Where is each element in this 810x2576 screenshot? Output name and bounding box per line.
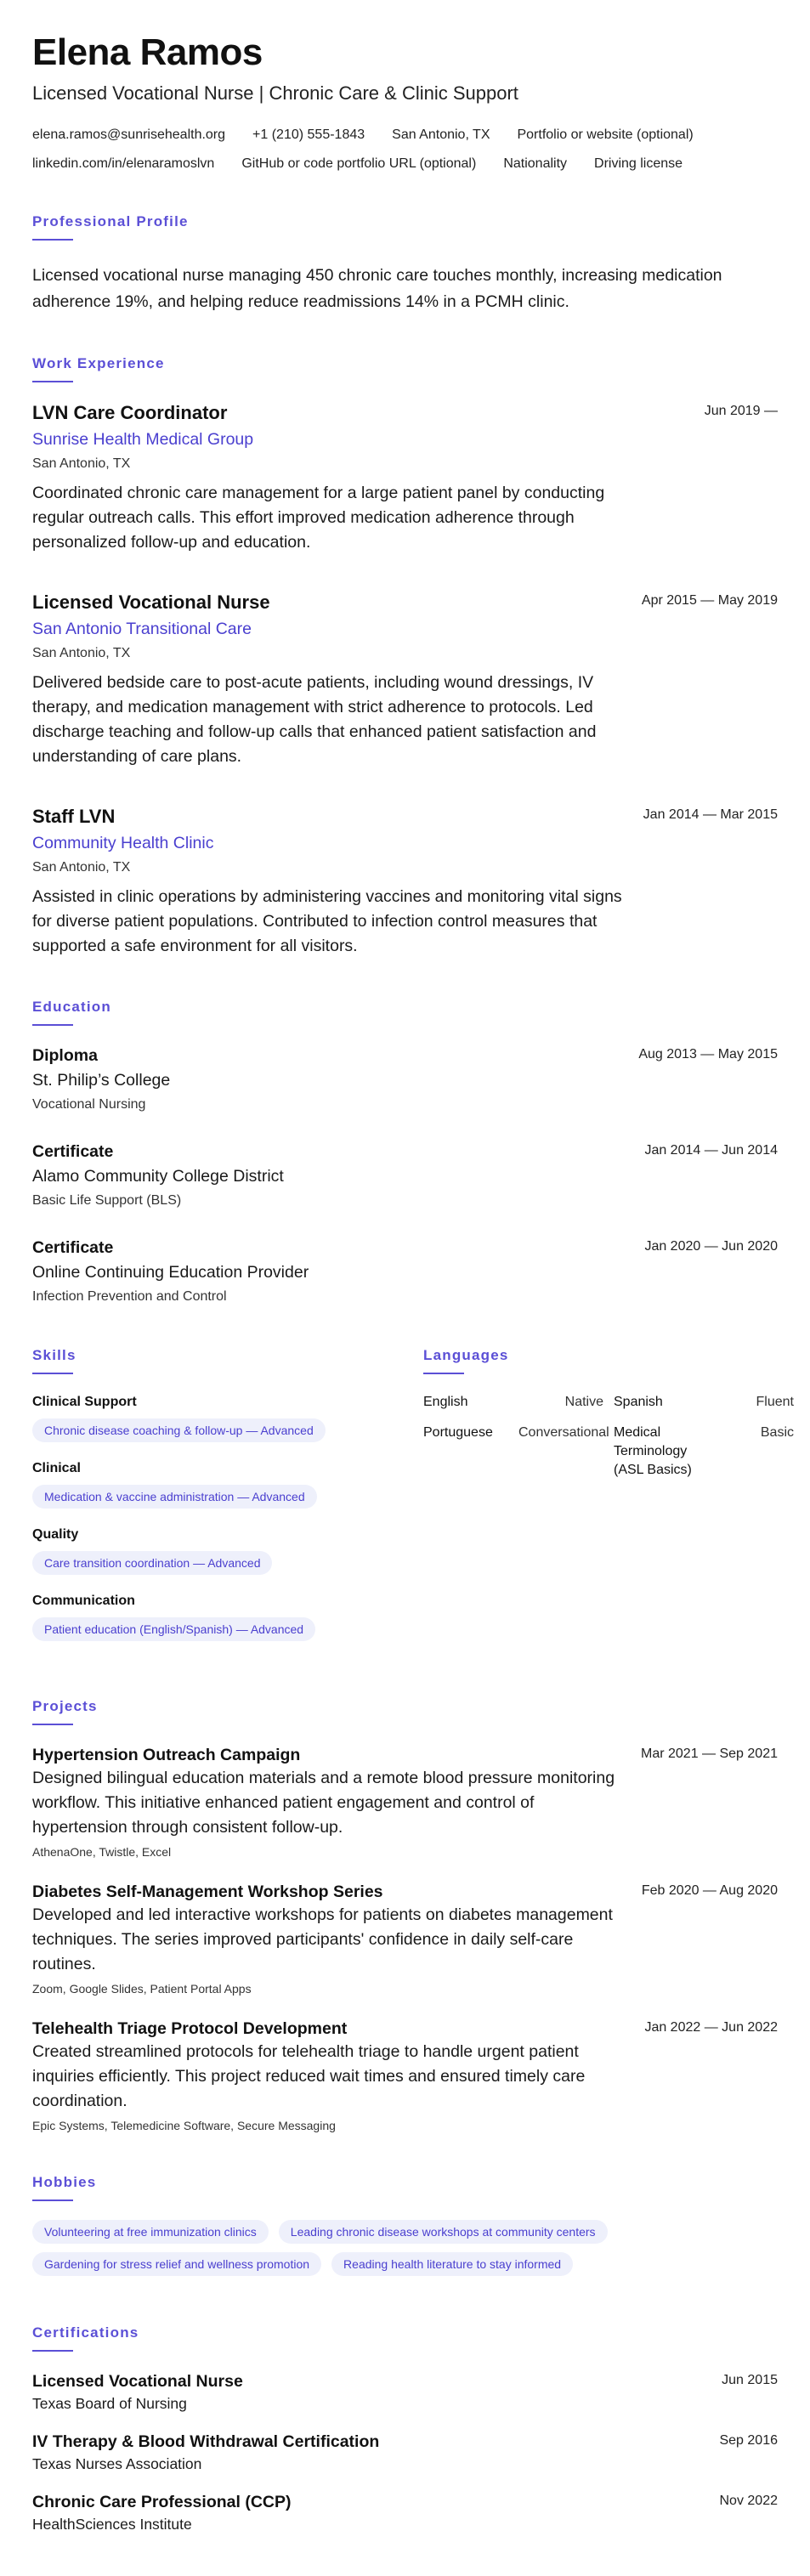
project-description: Created streamlined protocols for telehealth triage to handle urgent patient inquiries efficiently. This project reduced wait times and ensured timely care coordination.	[32, 2042, 586, 2110]
project-dates: Mar 2021 — Sep 2021	[641, 1747, 778, 1761]
certification-name: Chronic Care Professional (CCP)	[32, 2493, 292, 2511]
work-section	[32, 354, 778, 959]
hobby-pill: Volunteering at free immunization clinics	[32, 2220, 269, 2244]
education-section	[32, 998, 778, 1307]
project-tools: Zoom, Google Slides, Patient Portal Apps	[32, 1982, 252, 1996]
education-school: Alamo Community College District	[32, 1167, 284, 1186]
education-entry	[32, 1141, 778, 1211]
education-degree: Diploma	[32, 1046, 98, 1065]
resume-header	[32, 31, 778, 173]
contact-linkedin[interactable]: linkedin.com/in/elenaramoslvn	[32, 156, 215, 171]
job-title: LVN Care Coordinator	[32, 402, 228, 423]
skill-pill: Care transition coordination — Advanced	[32, 1551, 272, 1575]
contact-website[interactable]: Portfolio or website (optional)	[517, 127, 694, 142]
language-level: Conversational	[518, 1425, 609, 1440]
certification-entry	[32, 2431, 778, 2474]
section-title-certifications: Certifications	[32, 2324, 139, 2341]
job-location: San Antonio, TX	[32, 860, 131, 875]
skills-section	[32, 1346, 423, 1658]
project-dates: Feb 2020 — Aug 2020	[641, 1883, 778, 1898]
education-school: Online Continuing Education Provider	[32, 1263, 309, 1282]
hobby-pill: Reading health literature to stay informed	[331, 2252, 573, 2276]
project-entry	[32, 1881, 778, 1997]
language-name: Spanish	[614, 1395, 663, 1409]
certification-entry	[32, 2491, 778, 2534]
candidate-headline: Licensed Vocational Nurse | Chronic Care & Clinic Support	[32, 82, 518, 104]
project-description: Designed bilingual education materials and a remote blood pressure monitoring workflow. This initiative enhanced patient engagement and control of hypertension through consistent follow-up.	[32, 1769, 615, 1837]
hobby-pill: Leading chronic disease workshops at community centers	[279, 2220, 608, 2244]
contact-github[interactable]: GitHub or code portfolio URL (optional)	[241, 156, 477, 171]
job-company: San Antonio Transitional Care	[32, 620, 252, 638]
skill-pill: Patient education (English/Spanish) — Advanced	[32, 1617, 315, 1641]
section-title-profile: Professional Profile	[32, 213, 189, 229]
skills-languages-row	[32, 1346, 794, 1658]
education-field: Infection Prevention and Control	[32, 1289, 227, 1304]
contact-email[interactable]: elena.ramos@sunrisehealth.org	[32, 127, 226, 142]
hobbies-list	[32, 2220, 778, 2284]
job-company: Sunrise Health Medical Group	[32, 430, 254, 449]
contact-row-1	[32, 126, 778, 144]
job-description: Assisted in clinic operations by administering vaccines and monitoring vital signs for diverse patient populations. Contributed to infection control measures that supported a safe environment for all visitors.	[32, 887, 622, 955]
language-name: English	[423, 1395, 468, 1409]
project-tools: Epic Systems, Telemedicine Software, Secure Messaging	[32, 2119, 336, 2132]
contact-nationality: Nationality	[503, 156, 568, 171]
skill-group	[32, 1393, 423, 1442]
section-divider	[32, 2200, 73, 2201]
education-degree: Certificate	[32, 1142, 114, 1161]
job-description: Coordinated chronic care management for a large patient panel by conducting regular outreach calls. This effort improved medication adherence through personalized follow-up and education.	[32, 484, 605, 552]
language-level: Basic	[760, 1425, 794, 1440]
project-title: Hypertension Outreach Campaign	[32, 1746, 301, 1764]
certification-date: Jun 2015	[722, 2373, 778, 2387]
candidate-name: Elena Ramos	[32, 31, 263, 73]
section-title-skills: Skills	[32, 1347, 76, 1363]
section-divider	[32, 1024, 73, 1026]
language-name: Portuguese	[423, 1425, 493, 1440]
profile-section	[32, 212, 778, 315]
section-title-languages: Languages	[423, 1347, 509, 1363]
skill-pill: Medication & vaccine administration — Advanced	[32, 1485, 317, 1509]
project-tools: AthenaOne, Twistle, Excel	[32, 1845, 172, 1859]
section-divider	[32, 239, 73, 241]
education-entry	[32, 1237, 778, 1307]
job-dates: Jun 2019 —	[704, 404, 778, 418]
skill-group-name: Communication	[32, 1594, 135, 1608]
job-company: Community Health Clinic	[32, 834, 214, 852]
job-location: San Antonio, TX	[32, 646, 131, 660]
job-description: Delivered bedside care to post-acute patients, including wound dressings, IV therapy, and medication management with strict adherence to protocols. Led discharge teaching and follow-up calls that enhanced patient satisfaction and understanding of care plans.	[32, 673, 597, 766]
education-school: St. Philip’s College	[32, 1071, 171, 1090]
education-field: Basic Life Support (BLS)	[32, 1193, 182, 1208]
section-title-education: Education	[32, 999, 111, 1015]
certification-date: Nov 2022	[719, 2494, 778, 2508]
job-entry	[32, 591, 778, 769]
project-title: Diabetes Self-Management Workshop Series	[32, 1882, 383, 1901]
certification-entry	[32, 2370, 778, 2414]
education-field: Vocational Nursing	[32, 1097, 146, 1112]
language-level: Fluent	[756, 1395, 794, 1409]
section-divider	[32, 1724, 73, 1725]
certifications-section	[32, 2324, 778, 2534]
skill-group	[32, 1526, 423, 1575]
job-title: Licensed Vocational Nurse	[32, 592, 270, 613]
hobby-pill: Gardening for stress relief and wellness promotion	[32, 2252, 321, 2276]
job-title: Staff LVN	[32, 806, 116, 827]
languages-section	[423, 1346, 794, 1658]
project-entry	[32, 2018, 778, 2134]
skill-group-name: Clinical	[32, 1461, 81, 1475]
education-degree: Certificate	[32, 1238, 114, 1257]
certification-name: Licensed Vocational Nurse	[32, 2372, 243, 2391]
projects-section	[32, 1697, 778, 2134]
contact-driving-license: Driving license	[594, 156, 683, 171]
education-dates: Jan 2020 — Jun 2020	[644, 1239, 778, 1254]
skill-group	[32, 1592, 423, 1641]
education-dates: Jan 2014 — Jun 2014	[644, 1143, 778, 1158]
job-dates: Jan 2014 — Mar 2015	[643, 807, 778, 822]
certification-date: Sep 2016	[719, 2433, 778, 2448]
section-divider	[32, 381, 73, 382]
language-name: Medical Terminology (ASL Basics)	[614, 1425, 692, 1477]
section-divider	[32, 1373, 73, 1374]
language-level: Native	[564, 1395, 603, 1409]
education-entry	[32, 1045, 778, 1115]
certification-issuer: HealthSciences Institute	[32, 2516, 192, 2533]
job-entry	[32, 805, 778, 959]
contact-phone[interactable]: +1 (210) 555-1843	[252, 127, 365, 142]
project-dates: Jan 2022 — Jun 2022	[644, 2020, 778, 2035]
contact-location: San Antonio, TX	[392, 127, 490, 142]
certification-issuer: Texas Board of Nursing	[32, 2395, 187, 2412]
skill-group-name: Quality	[32, 1527, 79, 1542]
hobbies-section	[32, 2173, 778, 2284]
section-divider	[32, 2350, 73, 2352]
certification-issuer: Texas Nurses Association	[32, 2455, 202, 2472]
contact-row-2	[32, 155, 778, 173]
profile-text: Licensed vocational nurse managing 450 chronic care touches monthly, increasing medication adherence 19%, and helping reduce readmissions 14% in a PCMH clinic.	[32, 266, 722, 311]
project-description: Developed and led interactive workshops for patients on diabetes management techniques. The series improved participants' confidence in daily self-care routines.	[32, 1905, 613, 1973]
section-divider	[423, 1373, 464, 1374]
job-dates: Apr 2015 — May 2019	[641, 593, 778, 608]
skill-group-name: Clinical Support	[32, 1395, 137, 1409]
section-title-work: Work Experience	[32, 355, 165, 371]
project-title: Telehealth Triage Protocol Development	[32, 2019, 348, 2038]
certification-name: IV Therapy & Blood Withdrawal Certification	[32, 2432, 380, 2451]
job-entry	[32, 401, 778, 555]
education-dates: Aug 2013 — May 2015	[638, 1047, 778, 1062]
skill-pill: Chronic disease coaching & follow-up — Advanced	[32, 1418, 326, 1442]
job-location: San Antonio, TX	[32, 456, 131, 471]
project-entry	[32, 1744, 778, 1860]
section-title-projects: Projects	[32, 1698, 98, 1714]
skill-group	[32, 1459, 423, 1509]
section-title-hobbies: Hobbies	[32, 2174, 97, 2190]
languages-grid	[423, 1393, 794, 1480]
